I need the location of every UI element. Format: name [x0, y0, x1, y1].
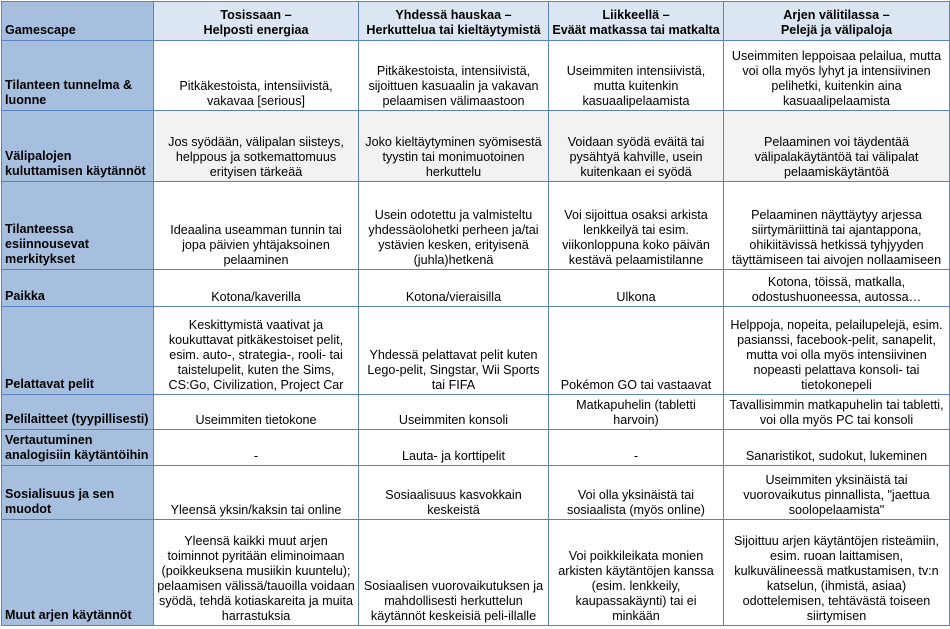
table-cell: Sijoittuu arjen käytäntöjen risteämiin, esim. ruoan laittamisen, kulkuvälineessä matkustamisen, tv:n katselun, (ihmistä, asiaa) odottelemisen, tehtävästä toiseen siirtymisen	[724, 520, 950, 626]
table-cell: Usein odotettu ja valmisteltu yhdessäolohetki perheen ja/tai ystävien kesken, erityisenä (juhla)hetkenä	[359, 182, 549, 270]
table-cell: Pokémon GO tai vastaavat	[549, 307, 724, 395]
column-header-tosissaan	[154, 2, 359, 41]
column-header-line2: Eväät matkassa tai matkalta	[552, 23, 720, 37]
column-header-line2: Herkuttelua tai kieltäytymistä	[366, 23, 541, 37]
table-cell: Pitkäkestoista, intensiivistä, sijoittuen kasuaalin ja vakavan pelaamisen välimaastoon	[359, 41, 549, 111]
row-header: Sosialisuus ja sen muodot	[2, 466, 154, 520]
table-cell: Jos syödään, välipalan siisteys, helppous ja sotkemattomuus erityisen tärkeää	[154, 111, 359, 182]
column-header-line1: Arjen välitilassa –	[783, 8, 890, 22]
table-cell: -	[549, 430, 724, 466]
table-cell: Matkapuhelin (tabletti harvoin)	[549, 395, 724, 430]
table-cell: Joko kieltäytyminen syömisestä tyystin tai monimuotoinen herkuttelu	[359, 111, 549, 182]
row-header: Tilanteessa esiinnousevat merkitykset	[2, 182, 154, 270]
table-row-muut-kaytannot	[2, 520, 950, 626]
table-cell: Keskittymistä vaativat ja koukuttavat pitkäkestoiset pelit, esim. auto-, strategia-, rooli- tai taistelupelit, kuten the Sims, CS:Go, Civilization, Project Car	[154, 307, 359, 395]
table-cell: Helppoja, nopeita, pelailupelejä, esim. pasianssi, facebook-pelit, sanapelit, mutta voi olla myös intensiivinen nopeasti pelattava konsoli- tai tietokonepeli	[724, 307, 950, 395]
header-row	[2, 2, 950, 41]
table-row-valipalat	[2, 111, 950, 182]
column-header-arjen-valitilassa	[724, 2, 950, 41]
table-row-paikka	[2, 270, 950, 307]
column-header-line1: Tosissaan –	[220, 8, 292, 22]
table-cell: -	[154, 430, 359, 466]
table-cell: Sanaristikot, sudokut, lukeminen	[724, 430, 950, 466]
table-cell: Sosiaalisuus kasvokkain keskeistä	[359, 466, 549, 520]
table-cell: Useimmiten konsoli	[359, 395, 549, 430]
table-cell: Pitkäkestoista, intensiivistä, vakavaa [serious]	[154, 41, 359, 111]
table-cell: Kotona, töissä, matkalla, odostushuoneessa, autossa…	[724, 270, 950, 307]
table-cell: Voi sijoittua osaksi arkista lenkkeilyä tai esim. viikonloppuna koko päivän kestävä pelaamistilanne	[549, 182, 724, 270]
row-header: Vertautuminen analogisiin käytäntöihin	[2, 430, 154, 466]
row-header: Muut arjen käytännöt	[2, 520, 154, 626]
table-cell: Kotona/kaverilla	[154, 270, 359, 307]
table-row-vertautuminen	[2, 430, 950, 466]
row-header: Pelattavat pelit	[2, 307, 154, 395]
table-row-sosiaalisuus	[2, 466, 950, 520]
table-cell: Useimmiten tietokone	[154, 395, 359, 430]
table-cell: Yhdessä pelattavat pelit kuten Lego-pelit, Singstar, Wii Sports tai FIFA	[359, 307, 549, 395]
row-header: Tilanteen tunnelma & luonne	[2, 41, 154, 111]
table-cell: Useimmiten leppoisaa pelailua, mutta voi olla myös lyhyt ja intensiivinen pelihetki, kuitenkin aina kasuaalipelaamista	[724, 41, 950, 111]
table-cell: Useimmiten intensiivistä, mutta kuitenkin kasuaalipelaamista	[549, 41, 724, 111]
table-cell: Voi olla yksinäistä tai sosiaalista (myös online)	[549, 466, 724, 520]
table-cell: Voi poikkileikata monien arkisten käytäntöjen kanssa (esim. lenkkeily, kaupassakäynti) tai ei minkään	[549, 520, 724, 626]
table-cell: Sosiaalisen vuorovaikutuksen ja mahdollisesti herkuttelun käytännöt keskeisiä peli-illalle	[359, 520, 549, 626]
column-header-line2: Pelejä ja välipaloja	[780, 23, 893, 37]
column-header-line2: Helposti energiaa	[203, 23, 309, 37]
gamescape-table	[1, 1, 950, 626]
table-cell: Ideaalina useamman tunnin tai jopa päivien yhtäjaksoinen pelaaminen	[154, 182, 359, 270]
row-header: Pelilaitteet (tyypillisesti)	[2, 395, 154, 430]
table-cell: Kotona/vieraisilla	[359, 270, 549, 307]
table-cell: Yleensä yksin/kaksin tai online	[154, 466, 359, 520]
table-cell: Ulkona	[549, 270, 724, 307]
table-row-merkitykset	[2, 182, 950, 270]
corner-header: Gamescape	[2, 2, 154, 41]
column-header-yhdessa-hauskaa	[359, 2, 549, 41]
table-cell: Pelaaminen voi täydentää välipalakäytäntöä tai välipalat pelaamiskäytäntöä	[724, 111, 950, 182]
column-header-liikkeella	[549, 2, 724, 41]
table-row-pelit	[2, 307, 950, 395]
table-row-pelilaitteet	[2, 395, 950, 430]
table-cell: Lauta- ja korttipelit	[359, 430, 549, 466]
column-header-line1: Liikkeellä –	[602, 8, 670, 22]
table-cell: Tavallisimmin matkapuhelin tai tabletti, voi olla myös PC tai konsoli	[724, 395, 950, 430]
row-header: Paikka	[2, 270, 154, 307]
row-header: Välipalojen kuluttamisen käytännöt	[2, 111, 154, 182]
table-cell: Voidaan syödä eväitä tai pysähtyä kahville, usein kuitenkaan ei syödä	[549, 111, 724, 182]
table-cell: Useimmiten yksinäistä tai vuorovaikutus pinnallista, "jaettua soolopelaamista"	[724, 466, 950, 520]
column-header-line1: Yhdessä hauskaa –	[395, 8, 512, 22]
table-cell: Yleensä kaikki muut arjen toiminnot pyritään eliminoimaan (poikkeuksena musiikin kuuntelu); pelaamisen välissä/tauoilla voidaan syödä, tehdä kotiaskareita ja muita harrastuksia	[154, 520, 359, 626]
table-row-tunnelma	[2, 41, 950, 111]
table-cell: Pelaaminen näyttäytyy arjessa siirtymäriittinä tai ajantappona, ohikiitävissä hetkissä tyhjyyden täyttämiseen tai aivojen nollaamiseen	[724, 182, 950, 270]
